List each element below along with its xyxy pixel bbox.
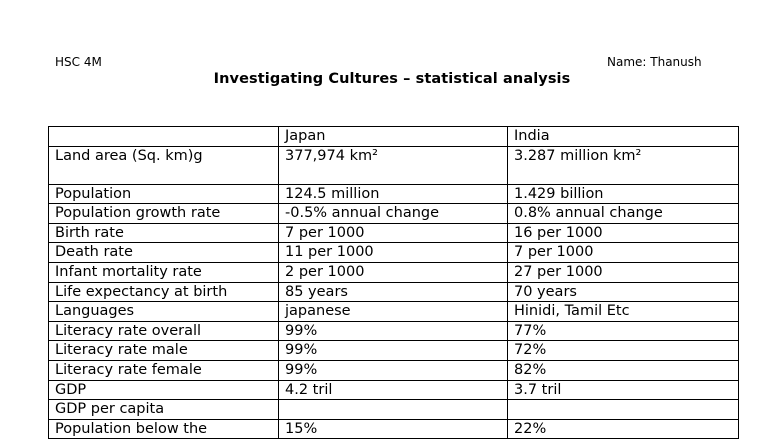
- india-value: 7 per 1000: [508, 243, 739, 263]
- row-label: Literacy rate overall: [49, 321, 279, 341]
- row-label: Life expectancy at birth: [49, 282, 279, 302]
- japan-value: 4.2 tril: [279, 380, 508, 400]
- india-value: 77%: [508, 321, 739, 341]
- column-header-japan: Japan: [279, 127, 508, 147]
- table-row: [49, 204, 739, 224]
- japan-value: japanese: [279, 302, 508, 322]
- japan-value: -0.5% annual change: [279, 204, 508, 224]
- india-value: 72%: [508, 341, 739, 361]
- table-row: [49, 243, 739, 263]
- row-label: Death rate: [49, 243, 279, 263]
- row-label: Literacy rate male: [49, 341, 279, 361]
- table-row: [49, 419, 739, 439]
- japan-value: 7 per 1000: [279, 223, 508, 243]
- table-row: [49, 321, 739, 341]
- row-label: Infant mortality rate: [49, 262, 279, 282]
- japan-value: 99%: [279, 341, 508, 361]
- table-row: [49, 223, 739, 243]
- row-label: Population growth rate: [49, 204, 279, 224]
- table-row: [49, 184, 739, 204]
- japan-value: 2 per 1000: [279, 262, 508, 282]
- japan-value: 99%: [279, 321, 508, 341]
- japan-value: [279, 400, 508, 420]
- japan-value: 85 years: [279, 282, 508, 302]
- table-row: [49, 262, 739, 282]
- japan-value: 377,974 km²: [279, 146, 508, 184]
- table-row: [49, 341, 739, 361]
- row-label: Languages: [49, 302, 279, 322]
- table-row: [49, 360, 739, 380]
- india-value: 27 per 1000: [508, 262, 739, 282]
- india-value: 3.287 million km²: [508, 146, 739, 184]
- japan-value: 124.5 million: [279, 184, 508, 204]
- column-header-india: India: [508, 127, 739, 147]
- india-value: 1.429 billion: [508, 184, 739, 204]
- column-header-label: [49, 127, 279, 147]
- row-label: GDP per capita: [49, 400, 279, 420]
- india-value: 70 years: [508, 282, 739, 302]
- japan-value: 11 per 1000: [279, 243, 508, 263]
- page-title: Investigating Cultures – statistical analysis: [213, 71, 571, 87]
- japan-value: 15%: [279, 419, 508, 439]
- table-row: [49, 400, 739, 420]
- course-code: HSC 4M: [55, 55, 102, 69]
- table-header-row: [49, 127, 739, 147]
- student-name: Name: Thanush: [607, 55, 702, 69]
- india-value: [508, 400, 739, 420]
- india-value: 16 per 1000: [508, 223, 739, 243]
- india-value: 82%: [508, 360, 739, 380]
- japan-value: 99%: [279, 360, 508, 380]
- row-label: Population below the: [49, 419, 279, 439]
- india-value: Hinidi, Tamil Etc: [508, 302, 739, 322]
- india-value: 0.8% annual change: [508, 204, 739, 224]
- row-label: Land area (Sq. km)g: [49, 146, 279, 184]
- table-row: [49, 380, 739, 400]
- row-label: Literacy rate female: [49, 360, 279, 380]
- table-row: [49, 282, 739, 302]
- statistics-table: [48, 126, 739, 439]
- row-label: GDP: [49, 380, 279, 400]
- table-row: [49, 146, 739, 184]
- row-label: Birth rate: [49, 223, 279, 243]
- india-value: 3.7 tril: [508, 380, 739, 400]
- table-row: [49, 302, 739, 322]
- row-label: Population: [49, 184, 279, 204]
- india-value: 22%: [508, 419, 739, 439]
